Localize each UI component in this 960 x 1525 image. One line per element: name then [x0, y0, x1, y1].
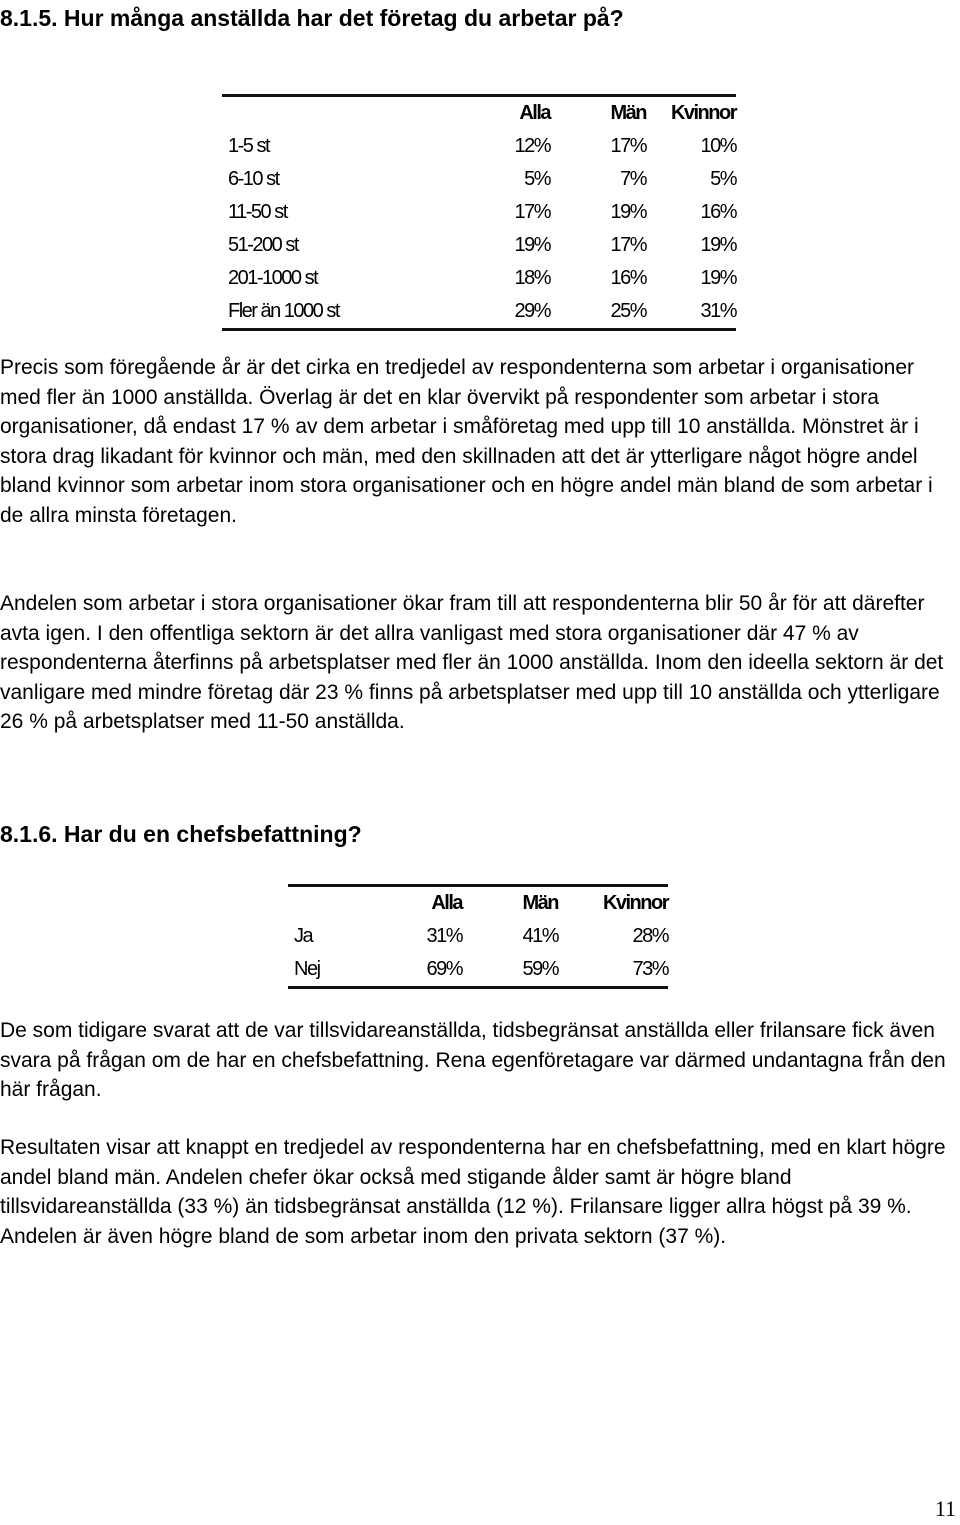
table-header-row [288, 886, 668, 921]
table-row [222, 163, 736, 196]
table-cell: 18% [514, 267, 550, 289]
table-cell: 19% [610, 201, 646, 223]
row-label: Ja [294, 925, 313, 947]
body-paragraph: Resultaten visar att knappt en tredjedel av respondenterna har en chefsbefattning, med en klart högre andel bland män. Andelen chefer ökar också med stigande ålder samt är högre bland tillsvidareanställda (33 %) än tidsbegränsat anställda (12 %). Frilansare ligger allra högst på 39 %. Andelen är även högre bland de som arbetar inom den privata sektorn (37 %). [0, 1136, 946, 1248]
column-header: Män [610, 102, 646, 124]
column-header [288, 886, 398, 921]
employees-table [222, 94, 736, 331]
table-cell: 19% [700, 267, 736, 289]
row-label: 1-5 st [228, 135, 270, 157]
table-row [222, 130, 736, 163]
table-cell: 59% [522, 958, 558, 980]
page-number: 11 [934, 1496, 956, 1521]
section-heading: 8.1.5. Hur många anställda har det företag du arbetar på? [0, 5, 624, 31]
table-cell: 10% [700, 135, 736, 157]
row-label: 201-1000 st [228, 267, 318, 289]
table-cell: 31% [700, 300, 736, 322]
table-row [288, 953, 668, 988]
row-label: 51-200 st [228, 234, 298, 256]
table-cell: 29% [514, 300, 550, 322]
table-cell: 7% [620, 168, 646, 190]
table-cell: 73% [632, 958, 668, 980]
column-header: Kvinnor [670, 102, 736, 124]
column-header [222, 96, 466, 131]
table-cell: 28% [632, 925, 668, 947]
section-heading: 8.1.6. Har du en chefsbefattning? [0, 821, 362, 847]
table-cell: 17% [514, 201, 550, 223]
table-cell: 25% [610, 300, 646, 322]
row-label: 11-50 st [228, 201, 287, 223]
table-row [222, 196, 736, 229]
row-label: Nej [294, 958, 320, 980]
column-header: Alla [431, 892, 462, 914]
table-cell: 12% [514, 135, 550, 157]
row-label: Fler än 1000 st [228, 300, 339, 322]
table-row [222, 262, 736, 295]
table-cell: 19% [514, 234, 550, 256]
body-paragraph: De som tidigare svarat att de var tillsvidareanställda, tidsbegränsat anställda eller frilansare fick även svara på frågan om de har en chefsbefattning. Rena egenföretagare var därmed undantagna från den här frågan. [0, 1019, 946, 1101]
table-cell: 19% [700, 234, 736, 256]
column-header: Män [522, 892, 558, 914]
table-row [222, 229, 736, 262]
table-row [222, 295, 736, 330]
row-label: 6-10 st [228, 168, 279, 190]
body-paragraph: Andelen som arbetar i stora organisationer ökar fram till att respondenterna blir 50 år för att därefter avta igen. I den offentliga sektorn är det allra vanligast med stora organisationer där 47 % av respondenterna återfinns på arbetsplatser med fler än 1000 anställda. Inom den ideella sektorn är det vanligare med mindre företag där 23 % finns på arbetsplatser med upp till 10 anställda och ytterligare 26 % på arbetsplatser med 11-50 anställda. [0, 592, 944, 733]
table-cell: 41% [522, 925, 558, 947]
body-paragraph: Precis som föregående år är det cirka en tredjedel av respondenterna som arbetar i organisationer med fler än 1000 anställda. Överlag är det en klar övervikt på respondenter som arbetar i stora organisationer, då endast 17 % av dem arbetar i småföretag med upp till 10 anställda. Mönstret är i stora drag likadant för kvinnor och män, med den skillnaden att det är ytterligare något högre andel bland kvinnor som arbetar inom stora organisationer och en högre andel män bland de som arbetar i de allra minsta företagen. [0, 356, 933, 527]
table-row [288, 920, 668, 953]
table-cell: 17% [610, 234, 646, 256]
table-cell: 16% [610, 267, 646, 289]
table-cell: 5% [524, 168, 550, 190]
table-cell: 31% [426, 925, 462, 947]
table-cell: 5% [710, 168, 736, 190]
manager-table [288, 884, 668, 989]
table-cell: 16% [700, 201, 736, 223]
table-header-row [222, 96, 736, 131]
column-header: Alla [519, 102, 550, 124]
table-cell: 17% [610, 135, 646, 157]
column-header: Kvinnor [602, 892, 668, 914]
table-cell: 69% [426, 958, 462, 980]
